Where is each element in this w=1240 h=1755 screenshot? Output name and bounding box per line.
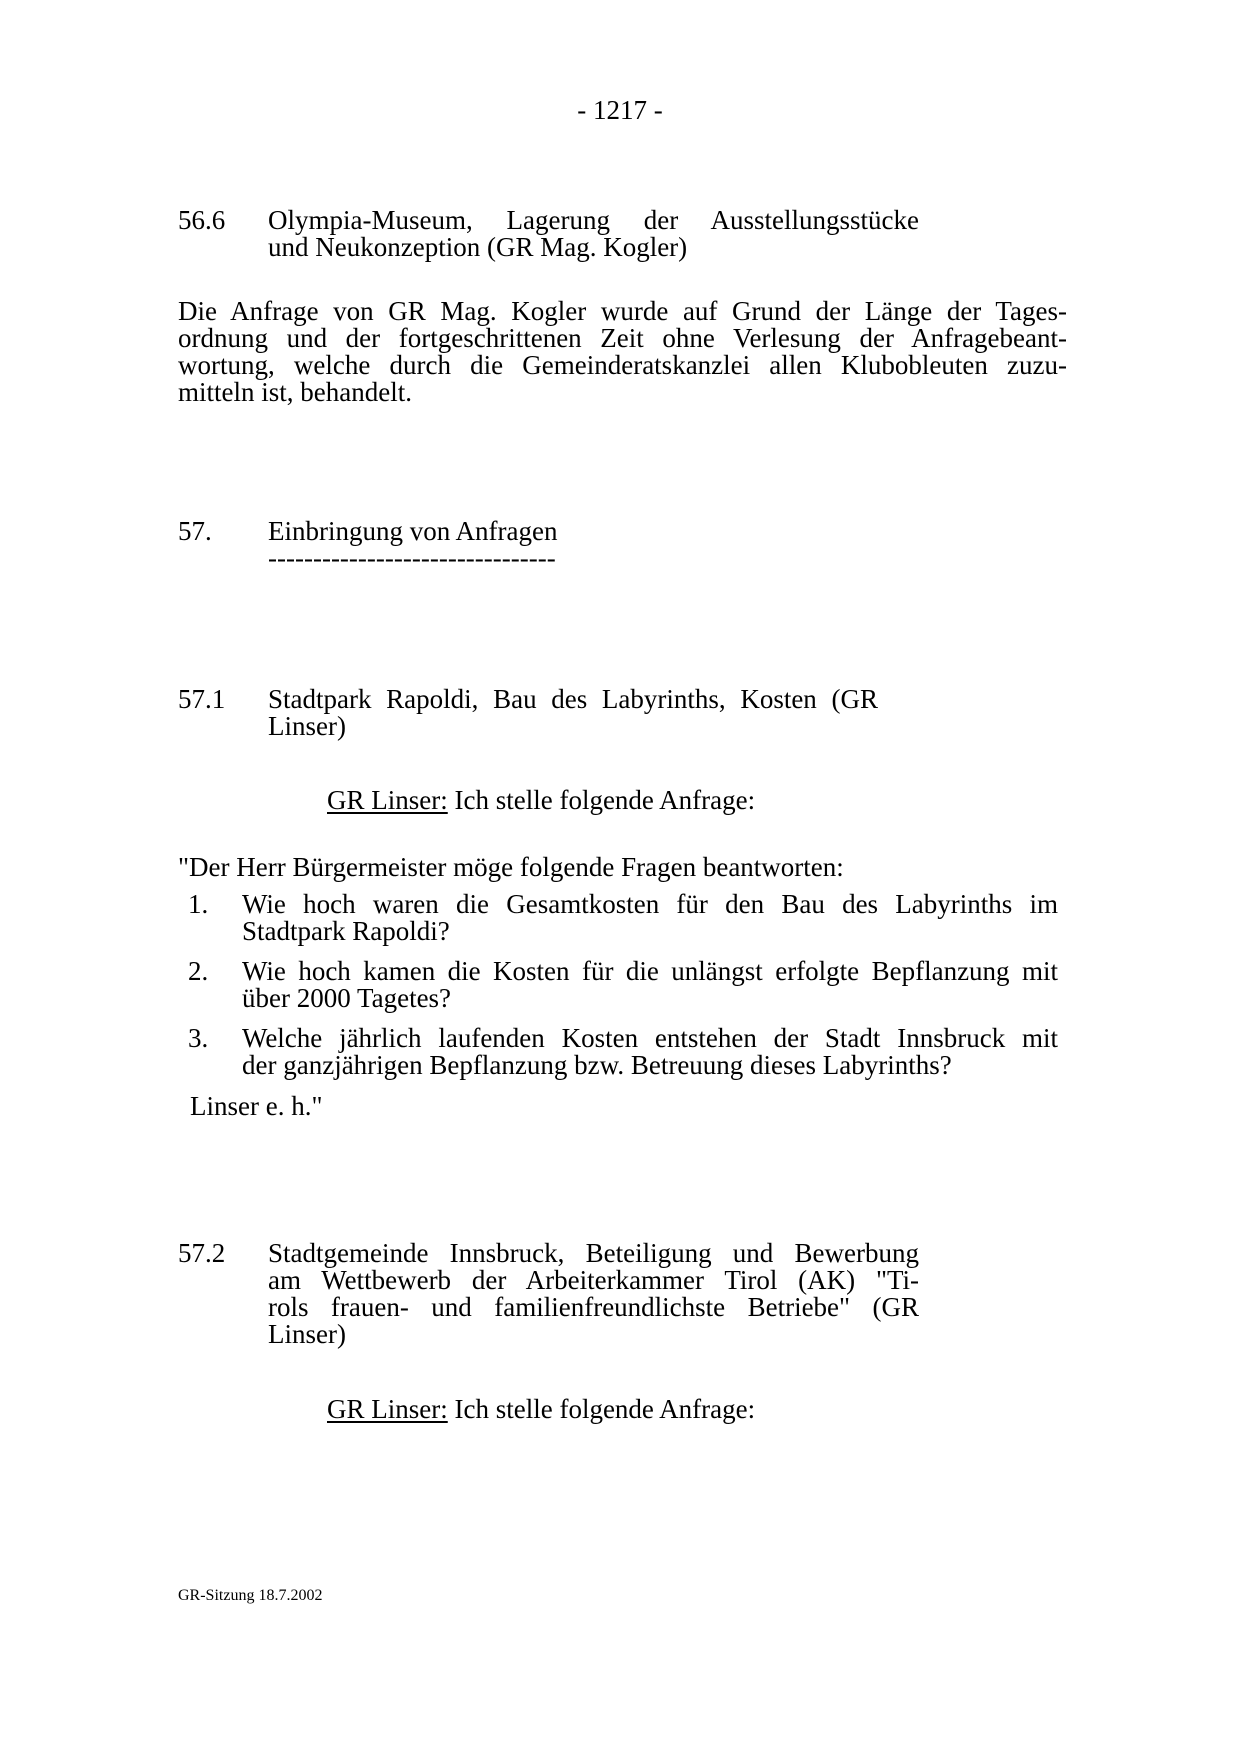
question-item bbox=[188, 958, 1068, 1014]
paragraph-line: wortung, welche durch die Gemeinderatskanzlei allen Klubobleuten zuzu- bbox=[178, 350, 1067, 380]
section-56-6-title-line: Olympia-Museum, Lagerung der Ausstellungsstücke bbox=[268, 205, 919, 235]
section-57-1-title-line: Stadtpark Rapoldi, Bau des Labyrinths, Kosten (GR bbox=[268, 684, 878, 714]
section-57-dash-underline: -------------------------------- bbox=[268, 543, 556, 573]
section-56-6-number: 56.6 bbox=[178, 205, 226, 235]
question-text bbox=[242, 958, 1058, 1012]
section-57-2-title-line: Stadtgemeinde Innsbruck, Beteiligung und Bewerbung bbox=[268, 1238, 919, 1268]
section-56-6-title bbox=[268, 207, 919, 261]
section-56-6-title-line: und Neukonzeption (GR Mag. Kogler) bbox=[268, 232, 688, 262]
section-57-1-number: 57.1 bbox=[178, 684, 226, 714]
section-57-number: 57. bbox=[178, 516, 212, 546]
question-line: Stadtpark Rapoldi? bbox=[242, 916, 450, 946]
section-57-1-title bbox=[268, 686, 878, 740]
question-number: 1. bbox=[188, 889, 209, 919]
section-57-2-title bbox=[268, 1240, 919, 1348]
question-line: über 2000 Tagetes? bbox=[242, 983, 452, 1013]
section-57-2-title-line: rols frauen- und familienfreundlichste Betriebe" (GR bbox=[268, 1292, 919, 1322]
section-57-2-number: 57.2 bbox=[178, 1238, 226, 1268]
section-57-1-title-line: Linser) bbox=[268, 711, 346, 741]
paragraph-line: ordnung und der fortgeschrittenen Zeit ohne Verlesung der Anfragebeant- bbox=[178, 323, 1067, 353]
paragraph-line: mitteln ist, behandelt. bbox=[178, 377, 412, 407]
speaker-line-57-1 bbox=[327, 784, 755, 816]
page-number: - 1217 - bbox=[577, 95, 663, 125]
question-line: Wie hoch waren die Gesamtkosten für den Bau des Labyrinths im bbox=[242, 889, 1058, 919]
question-item bbox=[188, 891, 1068, 947]
speaker-text: Ich stelle folgende Anfrage: bbox=[447, 785, 756, 815]
question-text bbox=[242, 1025, 1058, 1079]
section-57-2-title-line: Linser) bbox=[268, 1319, 346, 1349]
question-line: Welche jährlich laufenden Kosten entstehen der Stadt Innsbruck mit bbox=[242, 1023, 1058, 1053]
speaker-text: Ich stelle folgende Anfrage: bbox=[447, 1394, 756, 1424]
question-text bbox=[242, 891, 1058, 945]
speaker-name: GR Linser: bbox=[327, 1394, 448, 1424]
question-item bbox=[188, 1025, 1068, 1081]
question-line: der ganzjährigen Bepflanzung bzw. Betreuung dieses Labyrinths? bbox=[242, 1050, 952, 1080]
section-56-6-paragraph bbox=[178, 298, 1067, 406]
question-number: 3. bbox=[188, 1023, 209, 1053]
speaker-line-57-2 bbox=[327, 1393, 755, 1425]
question-number: 2. bbox=[188, 956, 209, 986]
paragraph-line: Die Anfrage von GR Mag. Kogler wurde auf Grund der Länge der Tages- bbox=[178, 296, 1067, 326]
question-line: Wie hoch kamen die Kosten für die unlängst erfolgte Bepflanzung mit bbox=[242, 956, 1058, 986]
signature: Linser e. h." bbox=[190, 1091, 323, 1121]
section-57-title: Einbringung von Anfragen bbox=[268, 516, 558, 546]
speaker-name: GR Linser: bbox=[327, 785, 448, 815]
footer-session-date: GR-Sitzung 18.7.2002 bbox=[178, 1587, 323, 1604]
section-57-2-title-line: am Wettbewerb der Arbeiterkammer Tirol (AK) "Ti- bbox=[268, 1265, 919, 1295]
quote-opening: "Der Herr Bürgermeister möge folgende Fragen beantworten: bbox=[178, 852, 844, 882]
